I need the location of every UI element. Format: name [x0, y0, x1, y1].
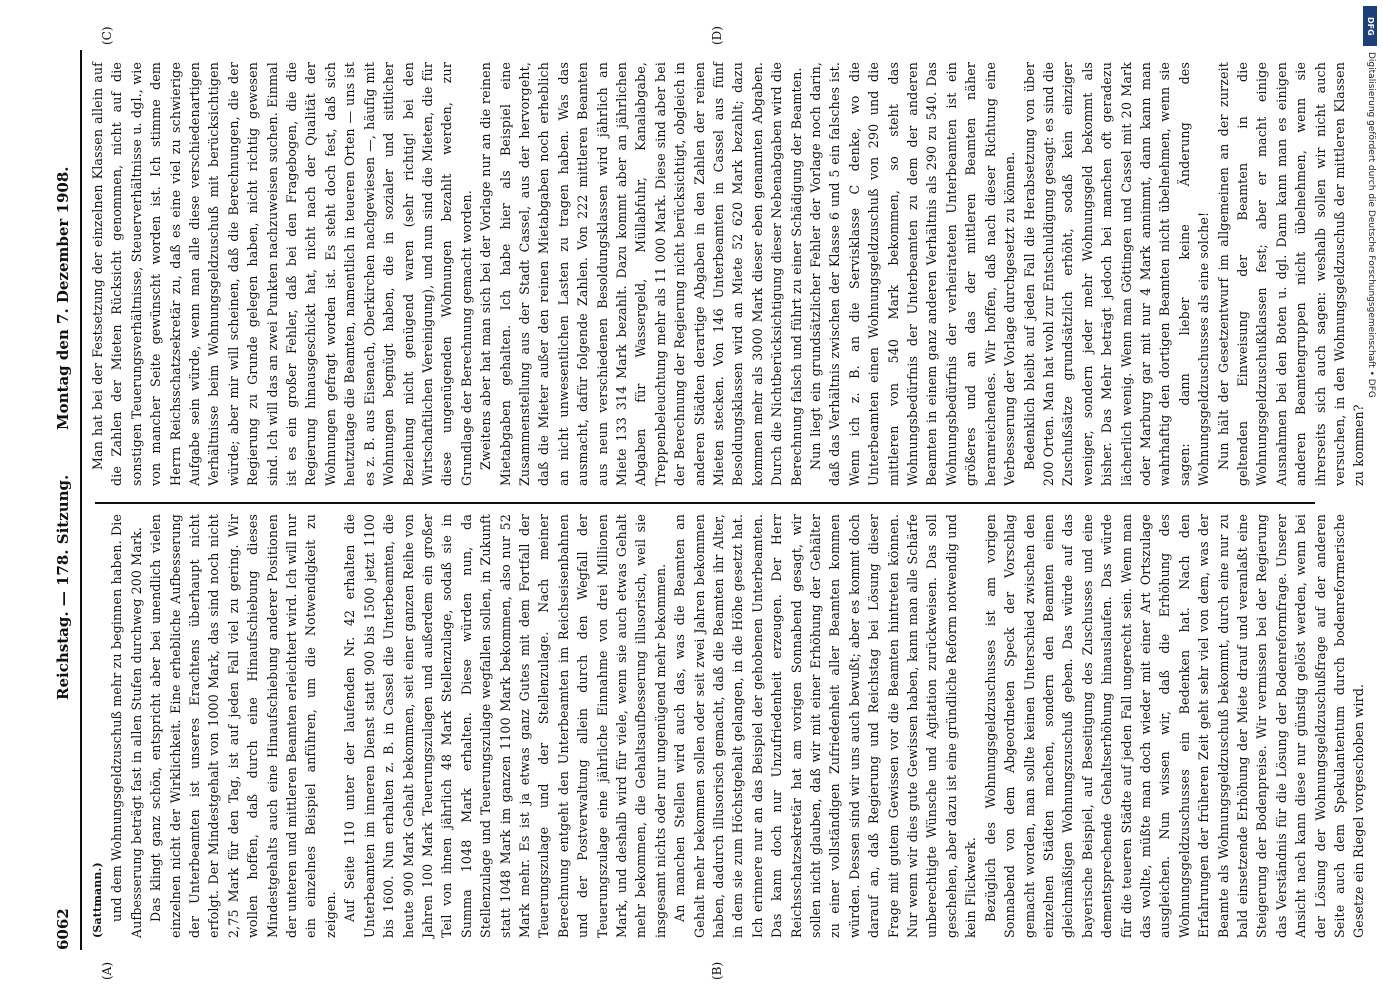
speaker-label: (Sattmann.): [91, 862, 104, 938]
paragraph: Das klingt ganz schön, entspricht aber bei unendlich vielen einzelnen nicht der Wirklichkeit. Eine erhebliche Aufbesserung der Unterbeamten ist unseres Erachtens überhaupt nicht erfolgt. Der Mindestgehalt von 1000 Mark, das sind noch nicht 2,75 Mark für den Tag, ist auf jeden Fall viel zu gering. Wir wollen hoffen, daß durch eine Hinaufschiebung dieses Mindestgehalts auch eine Hinaufschiebung anderer Positionen der unteren und mittleren Beamten erleichtert wird. Ich will nur ein einzelnes Beispiel anführen, um die Notwendigkeit zu zeigen.: [148, 514, 338, 938]
session-title: Reichstag. — 178. Sitzung.: [54, 474, 72, 700]
page-header: [52, 50, 82, 950]
paragraph: Nun hält der Gesetzentwurf im allgemeinen an der zurzeit geltenden Einweisung der Beamten in die Wohnungsgeldzuschußklassen fest; aber er macht einige Ausnahmen bei den Boten u. dgl. Dann kann man es einigen anderen Beamtengruppen nicht übelnehmen, wenn sie ihrerseits sich auch sagen: weshalb sollen wir nicht auch versuchen, in den Wohnungsgeldzuschuß der mittleren Klassen zu kommen?: [1215, 62, 1367, 486]
margin-marker-a: (A): [100, 961, 114, 980]
credit-text: Digitalisierung gefördert durch die Deutsche Forschungsgemeinschaft • DFG: [1366, 52, 1376, 398]
left-column: [88, 514, 1367, 938]
right-column: [88, 62, 1367, 486]
paragraph: Man hat bei der Festsetzung der einzelnen Klassen allein auf die Zahlen der Mieten Rücksicht genommen, nicht auf die sonstigen Teuerungsverhältnisse, Steuerverhältnisse u. dgl., wie von mancher Seite gewünscht worden ist. Ich stimme dem Herrn Reichsschatzsekretär zu, daß es eine viel zu schwierige Aufgabe sein würde, wenn man alle diese verschiedenartigen Verhältnisse beim Wohnungsgeldzuschuß mit berücksichtigen würde; aber mir will scheinen, daß die Berechnungen, die der Regierung zu Grunde gelegen haben, nicht richtig gewesen sind. Ich will das an zwei Punkten nachzuweisen suchen. Einmal ist es ein großer Fehler, daß bei den Fragebogen, die die Regierung hinausgeschickt hat, nicht nach der Qualität der Wohnungen gefragt worden ist. Es steht doch fest, daß sich heutzutage die Beamten, namentlich in teueren Orten — uns ist es z. B. aus Eisenach, Oberkirchen nachgewiesen —, häufig mit Wohnungen begnügt haben, die in sozialer und sittlicher Beziehung nicht genügend waren (sehr richtig! bei den Wirtschaftlichen Vereinigung), und nun sind die Mieten, die für diese ungenügenden Wohnungen bezahlt werden, zur Grundlage der Berechnung gemacht worden.: [90, 62, 474, 486]
dfg-logo: DFG: [1363, 6, 1377, 46]
margin-marker-b: (B): [710, 961, 724, 980]
funding-credit: [1355, 2, 1381, 1000]
page-number: 6062: [54, 908, 72, 950]
margin-marker-c: (C): [100, 26, 114, 45]
margin-marker-d: (D): [710, 26, 724, 45]
paragraph: Zweitens aber hat man sich bei der Vorlage nur an die reinen Mietabgaben gehalten. Ich habe hier als Beispiel eine Zusammenstellung aus der Stadt Cassel, aus der hervorgeht, daß die Mieter außer den reinen Mietabgaben noch erheblich an nicht unwesentlichen Lasten zu tragen haben. Was das ausmacht, dafür folgende Zahlen. Von 222 mittleren Beamten aus neun verschiedenen Besoldungsklassen wird jährlich an Miete 133 314 Mark bezahlt. Dazu kommt aber an jährlichen Abgaben für Wassergeld, Müllabfuhr, Kanalabgabe, Treppenbeleuchtung mehr als 11 000 Mark. Diese sind aber bei der Berechnung der Regierung nicht berücksichtigt, obgleich in anderen Städten derartige Abgaben in den Zahlen der reinen Mieten stecken. Von 146 Unterbeamten in Cassel aus fünf Besoldungsklassen wird an Miete 52 620 Mark bezahlt; dazu kommen mehr als 3000 Mark dieser eben genannten Abgaben. Durch die Nichtberücksichtigung dieser Nebenabgaben wird die Berechnung falsch und führt zu einer Schädigung der Beamten.: [478, 62, 804, 486]
session-date: Montag den 7. Dezember 1908.: [54, 166, 72, 430]
paragraph: An manchen Stellen wird auch das, was die Beamten an Gehalt mehr bekommen sollen oder seit zwei Jahren bekommen haben, dadurch illusorisch gemacht, daß die Beamten ihr Alter, in dem sie zum Höchstgehalt gelangen, in die Höhe gesetzt hat. Ich erinnere nur an das Beispiel der gehobenen Unterbeamten. Das kann doch nur Unzufriedenheit erzeugen. Der Herr Reichsschatzsekretär hat am vorigen Sonnabend gesagt, wir sollen nicht glauben, daß wir mit einer Erhöhung der Gehälter zu einer vollständigen Zufriedenheit aller Beamten kommen würden. Dessen sind wir uns auch bewußt; aber es kommt doch darauf an, daß Regierung und Reichstag bei Lösung dieser Frage mit gutem Gewissen vor die Beamten hintreten können. Nur wenn wir dies gute Gewissen haben, kann man alle Schärfe unberechtigte Wünsche und Agitation zurückweisen. Das soll geschehen, aber dazu ist eine gründliche Reform notwendig und kein Flickwerk.: [672, 514, 979, 938]
paragraph: Auf Seite 110 unter der laufenden Nr. 42 erhalten die Unterbeamten im inneren Dienst statt 900 bis 1500 jetzt 1100 bis 1600. Nun erhalten z. B. in Cassel die Unterbeamten, die heute 900 Mark Gehalt bekommen, seit einer ganzen Reihe von Jahren 100 Mark Teuerungszulagen und außerdem ein großer Teil von ihnen jährlich 48 Mark Stellenzulage, sodaß sie in Summa 1048 Mark erhalten. Diese würden nun, da Stellenzulage und Teuerungszulage wegfallen sollen, in Zukunft statt 1048 Mark im ganzen 1100 Mark bekommen, also nur 52 Mark mehr. Es ist ja etwas ganz Gutes mit dem Fortfall der Teuerungszulage und der Stellenzulage. Nach meiner Berechnung entgeht den Unterbeamten im Reichseisenbahnen und der Postverwaltung allein durch den Wegfall der Teuerungszulage eine jährliche Einnahme von drei Millionen Mark, und deshalb wird für viele, wenn sie auch etwas Gehalt mehr bekommen, die Gehaltsaufbesserung illusorisch, weil sie insgesamt nichts oder nur ungenügend mehr bekommen.: [342, 514, 668, 938]
paragraph: und dem Wohnungsgeldzuschuß mehr zu beginnen haben. Die Aufbesserung beträgt fast in allen Stufen durchweg 200 Mark.: [109, 514, 144, 938]
paragraph: Bedenklich bleibt auf jeden Fall die Herabsetzung von über 200 Orten. Man hat wohl zur Entschuldigung gesagt: es sind die Zuschußsätze grundsätzlich erhöht, sodaß kein einziger weniger, sondern jeder mehr Wohnungsgeld bekommt als bisher. Das Mehr beträgt jedoch bei manchen oft geradezu lächerlich wenig. Wenn man Göttingen und Cassel mit 20 Mark oder Marburg gar mit nur 4 Mark annimmt, dann kann man wahrhaftig den dortigen Beamten nicht übelnehmen, wenn sie sagen: dann lieber keine Änderung des Wohnungsgeldzuschusses als eine solche!: [1021, 62, 1212, 486]
paragraph: Nun liegt ein grundsätzlicher Fehler der Vorlage noch darin, daß das Verhältnis zwischen der Klasse 6 und 5 ein falsches ist. Wenn ich z. B. an die Servisklasse C denke, wo die Unterbeamten einen Wohnungsgeldzuschuß von 290 und die mittleren von 540 Mark bekommen, so steht das Wohnungsbedürfnis der Unterbeamten zu dem der anderen Beamten in einem ganz anderen Verhältnis als 290 zu 540. Das Wohnungsbedürfnis der verheirateten Unterbeamten ist ein größeres und an das der mittleren Beamten näher heranreichendes. Wir hoffen, daß nach dieser Richtung eine Verbesserung der Vorlage durchgesetzt zu können.: [808, 62, 1018, 486]
paragraph: Bezüglich des Wohnungsgeldzuschusses ist am vorigen Sonnabend von dem Abgeordneten Speck der Vorschlag gemacht worden, man sollte keinen Unterschied zwischen den einzelnen Städten machen, sondern den Beamten einen gleichmäßigen Wohnungszuschuß geben. Das würde auf das bayerische Beispiel, auf Beseitigung des Zuschusses und eine dementsprechende Gehaltserhöhung hinauslaufen. Das würde für die teueren Städte auf jeden Fall ungerecht sein. Wenn man das wollte, müßte man doch wieder mit einer Art Ortszulage ausgleichen. Nun wissen wir, daß die Erhöhung des Wohnungsgeldzuschusses ein Bedenken hat. Nach den Erfahrungen der früheren Zeit geht sehr viel von dem, was der Beamte als Wohnungsgeldzuschuß bekommt, durch eine nur zu bald einsetzende Erhöhung der Miete drauf und veranlaßt eine Steigerung der Bodenpreise. Wir vermissen bei der Regierung das Verständnis für die Lösung der Bodenreformfrage. Unserer Ansicht nach kann diese nur günstig gelöst werden, wenn bei der Lösung der Wohnungsgeldzuschußfrage auf der anderen Seite auch dem Spekulantentum durch bodenreformerische Gesetze ein Riegel vorgeschoben wird.: [982, 514, 1367, 938]
column-divider: [95, 502, 1315, 504]
